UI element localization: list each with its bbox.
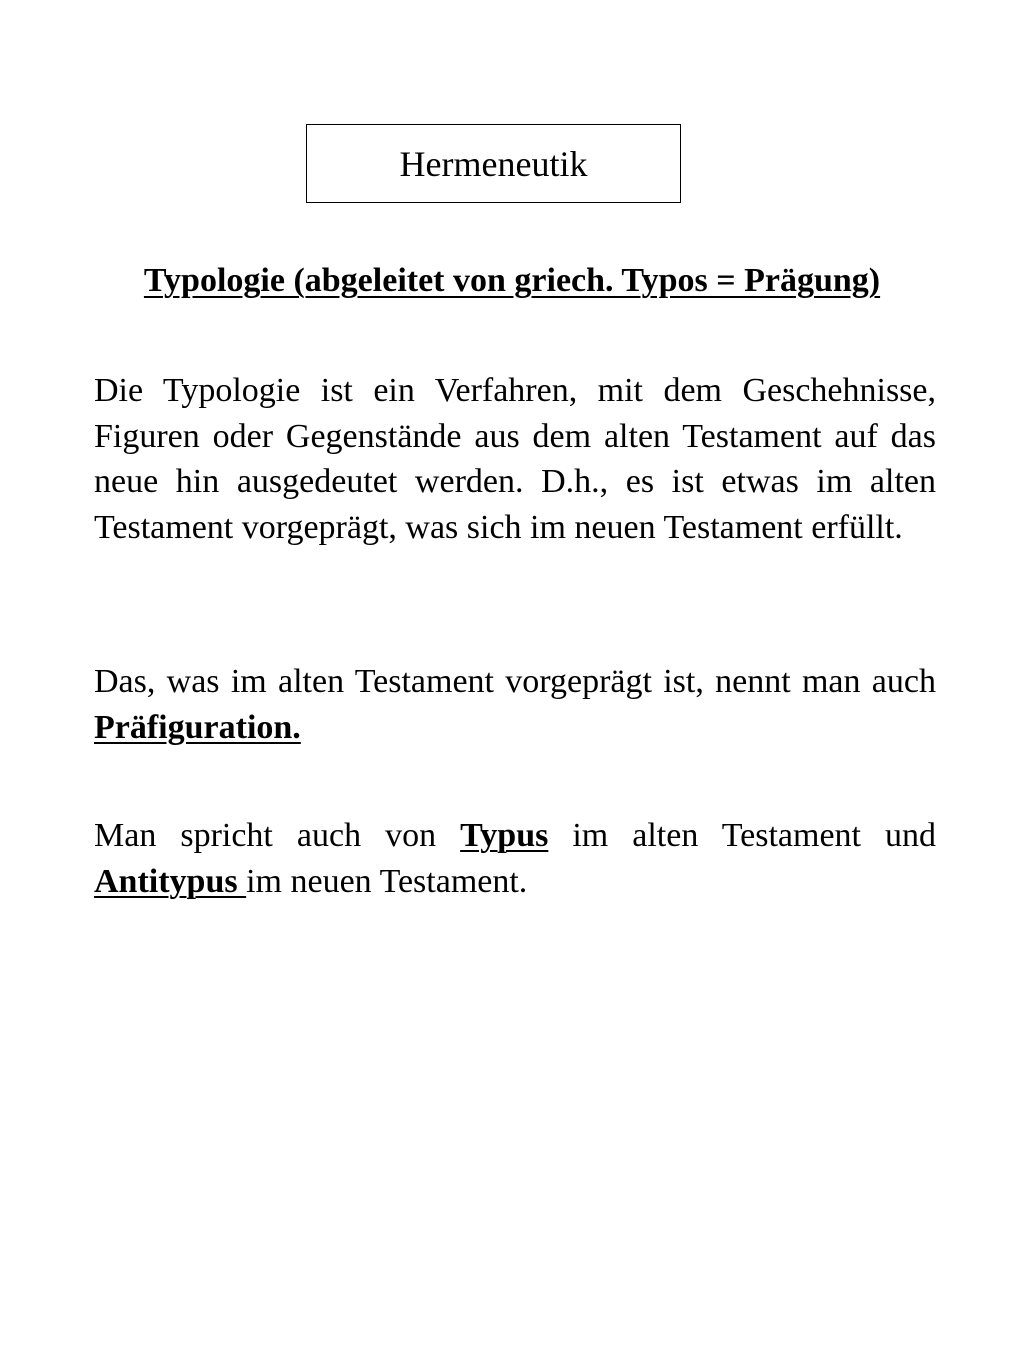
paragraph-typus xyxy=(94,813,936,904)
title-box xyxy=(306,124,681,203)
section-heading: Typologie (abgeleitet von griech. Typos = Prägung) xyxy=(143,262,881,299)
page-title: Hermeneutik xyxy=(399,143,588,184)
paragraph-text-middle: im alten Testament und xyxy=(548,817,937,854)
paragraph-definition: Die Typologie ist ein Verfahren, mit dem Geschehnisse, Figuren oder Gegenstände aus dem alten Testament auf das neue hin ausgedeutet werden. D.h., es ist etwas im alten Testament vorgeprägt, was sich im neuen Testament erfüllt. xyxy=(94,372,936,546)
term-antitypus: Antitypus xyxy=(94,862,247,900)
paragraph-praefiguration xyxy=(94,659,936,750)
term-praefiguration: Präfiguration. xyxy=(94,708,301,746)
paragraph-text-before: Man spricht auch von xyxy=(94,817,461,854)
term-typus: Typus xyxy=(460,817,549,854)
paragraph-text: Das, was im alten Testament vorgeprägt ist, nennt man auch xyxy=(94,663,936,700)
paragraph-text-after: im neuen Testament. xyxy=(246,862,528,900)
